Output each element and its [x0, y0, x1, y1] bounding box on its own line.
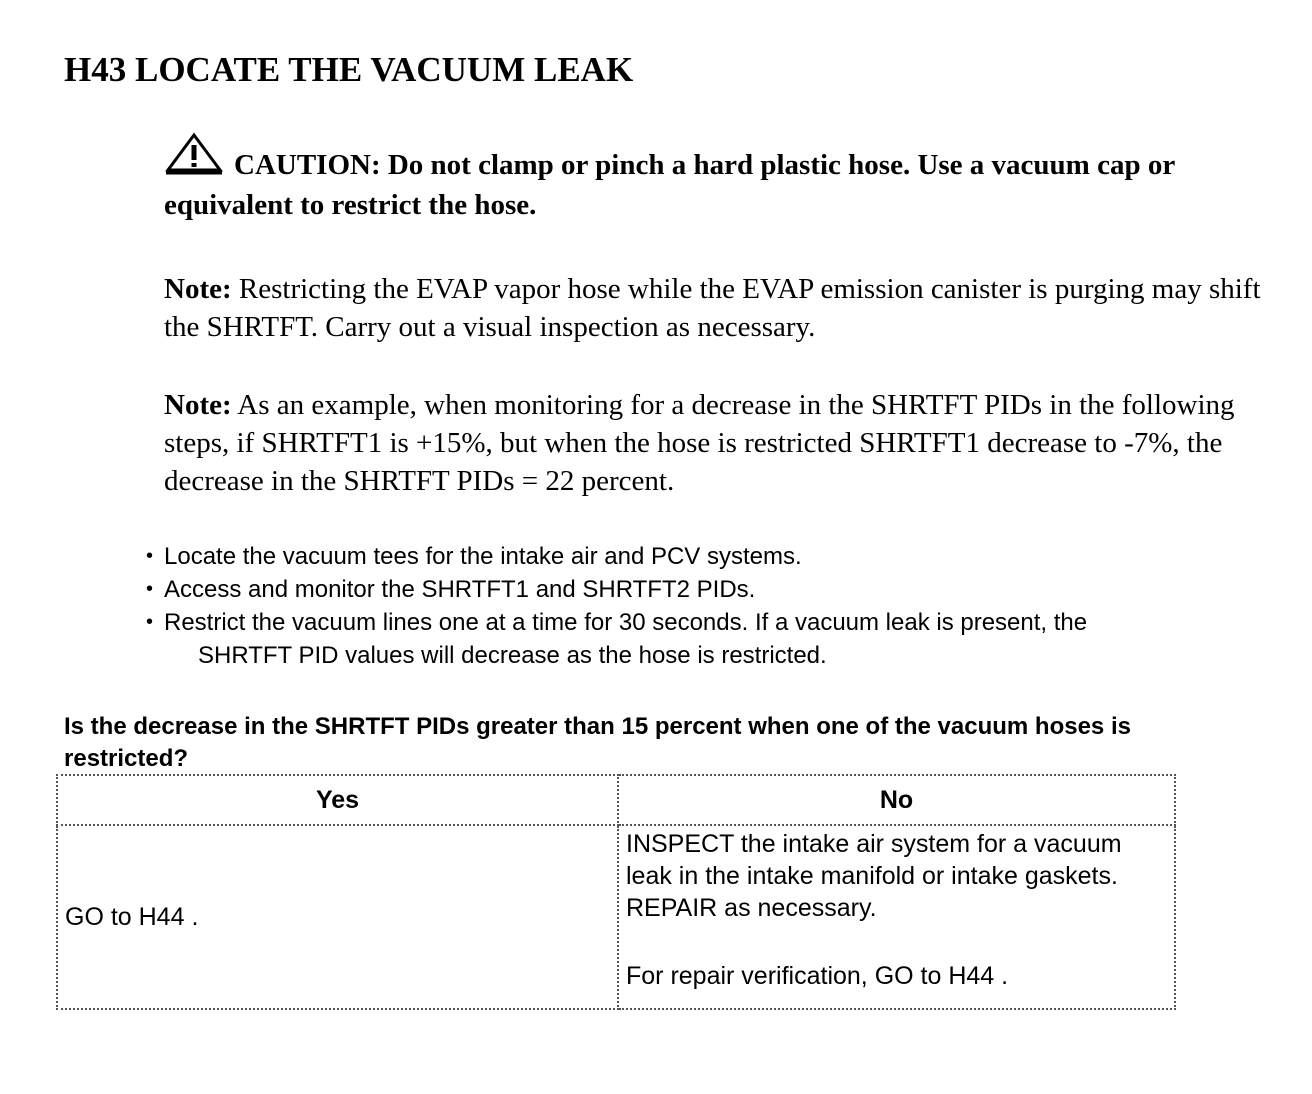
list-item	[146, 606, 1266, 672]
caution-block	[164, 132, 1244, 224]
no-cell	[618, 825, 1175, 1009]
bullet-icon: •	[146, 611, 154, 633]
warning-triangle-icon	[164, 132, 224, 186]
step-text-continuation: SHRTFT PID values will decrease as the hose is restricted.	[198, 642, 827, 669]
note-1	[164, 270, 1274, 346]
paragraph-gap	[626, 924, 1167, 960]
list-item	[146, 573, 1266, 606]
no-header: No	[618, 775, 1175, 825]
no-cell-instruction: INSPECT the intake air system for a vacuum leak in the intake manifold or intake gaskets. REPAIR as necessary.	[626, 830, 1122, 922]
list-item	[146, 540, 1266, 573]
table-row	[57, 825, 1175, 1009]
note-2	[164, 386, 1274, 500]
caution-text: CAUTION: Do not clamp or pinch a hard plastic hose. Use a vacuum cap or equivalent to restrict the hose.	[164, 149, 1175, 221]
bullet-icon: •	[146, 545, 154, 567]
yes-header: Yes	[57, 775, 618, 825]
bullet-icon: •	[146, 578, 154, 600]
note-2-label: Note:	[164, 389, 232, 421]
decision-question: Is the decrease in the SHRTFT PIDs greater than 15 percent when one of the vacuum hoses is restricted?	[64, 713, 1131, 772]
note-2-text: As an example, when monitoring for a decrease in the SHRTFT PIDs in the following steps, if SHRTFT1 is +15%, but when the hose is restricted SHRTFT1 decrease to -7%, the decrease in the SHRTFT PIDs = 22 percent.	[164, 389, 1235, 497]
step-list	[146, 540, 1266, 672]
step-text: Access and monitor the SHRTFT1 and SHRTFT2 PIDs.	[164, 576, 756, 603]
table-header-row	[57, 775, 1175, 825]
step-text: Locate the vacuum tees for the intake air and PCV systems.	[164, 543, 802, 570]
page-title: H43 LOCATE THE VACUUM LEAK	[64, 50, 634, 89]
decision-table	[56, 774, 1176, 1010]
note-1-label: Note:	[164, 273, 232, 305]
step-text: Restrict the vacuum lines one at a time for 30 seconds. If a vacuum leak is present, the	[164, 609, 1088, 636]
no-cell-verification: For repair verification, GO to H44 .	[626, 962, 1009, 990]
yes-cell: GO to H44 .	[57, 825, 618, 1009]
note-1-text: Restricting the EVAP vapor hose while the EVAP emission canister is purging may shift the SHRTFT. Carry out a visual inspection as necessary.	[164, 273, 1261, 343]
